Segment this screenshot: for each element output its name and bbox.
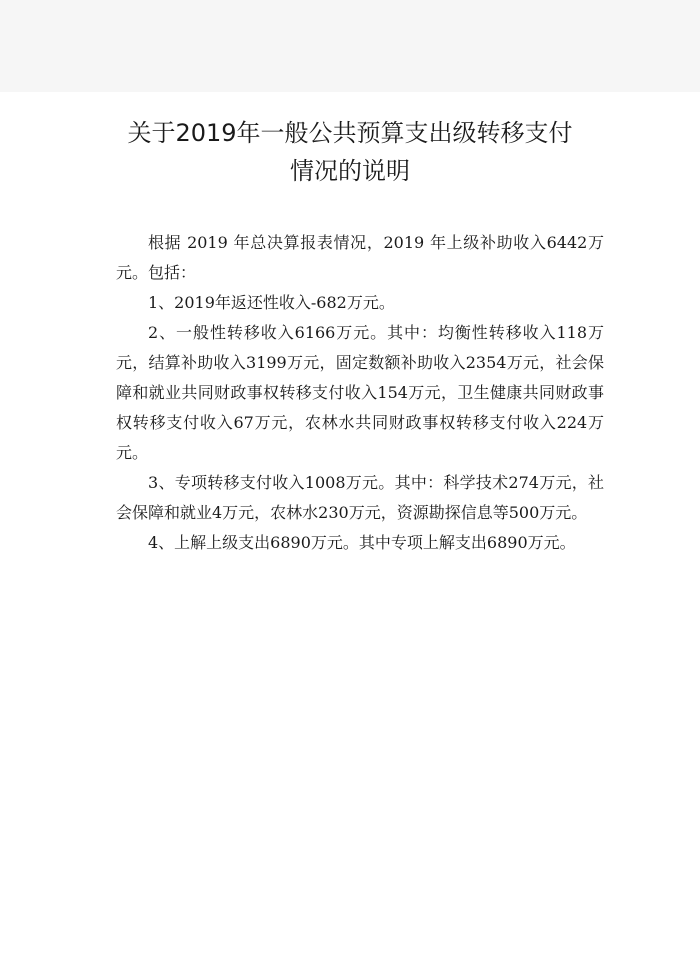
- document-body: [116, 228, 604, 558]
- paragraph-item-2: 2、一般性转移收入6166万元。其中：均衡性转移收入118万元，结算补助收入3199万元，固定数额补助收入2354万元，社会保障和就业共同财政事权转移支付收入154万元，卫生健康共同财政事权转移支付收入67万元，农林水共同财政事权转移支付收入224万元。: [116, 323, 604, 462]
- title-line-2: 情况的说明: [290, 157, 410, 185]
- scan-margin: [0, 0, 700, 92]
- document-title: [0, 114, 700, 190]
- paragraph-item-3: 3、专项转移支付收入1008万元。其中：科学技术274万元，社会保障和就业4万元，农林水230万元，资源勘探信息等500万元。: [116, 473, 604, 522]
- title-line-1: 关于2019年一般公共预算支出级转移支付: [127, 119, 573, 147]
- paragraph-item-4: 4、上解上级支出6890万元。其中专项上解支出6890万元。: [148, 533, 576, 552]
- paragraph-intro: 根据 2019 年总决算报表情况，2019 年上级补助收入6442万元。包括：: [116, 233, 604, 282]
- paragraph-item-1: 1、2019年返还性收入-682万元。: [148, 293, 395, 312]
